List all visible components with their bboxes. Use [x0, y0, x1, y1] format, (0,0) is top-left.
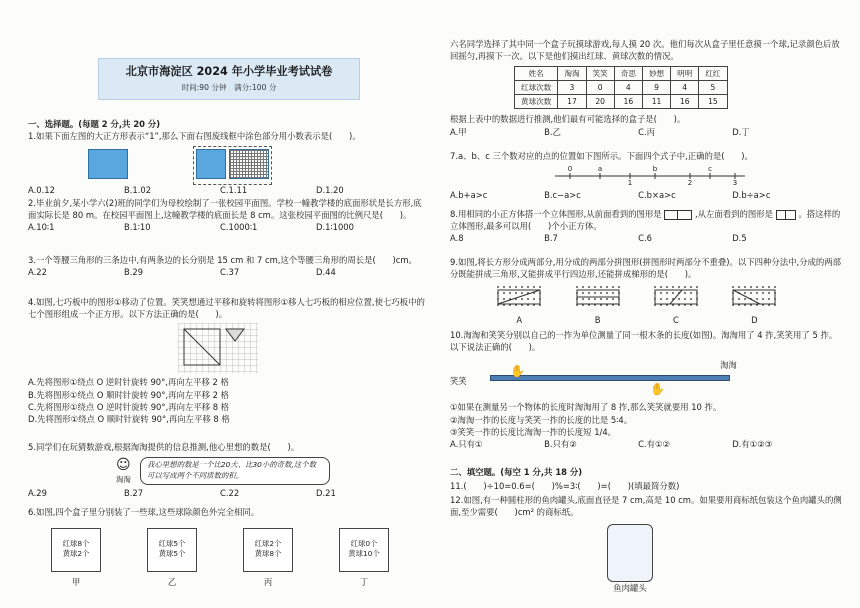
tick-c: c [708, 165, 712, 174]
q5-figure [116, 455, 428, 485]
exam-title: 北京市海淀区 2024 年小学毕业考试试卷 [125, 65, 333, 78]
hundredths-grid-figure [229, 149, 269, 179]
question-6 [28, 506, 428, 588]
q3-text: 3.一个等腰三角形的三条边中,有两条边的长分别是 15 cm 和 7 cm,这个等腰三角形的周长是( )cm。 [28, 255, 417, 265]
box-ding: 红球0个 黄球10个 丁 [329, 528, 399, 588]
statement-2: ②淘淘一拃的长度与笑笑一拃的长度的比是 5∶4。 [450, 414, 633, 425]
label-xiaoxiao: 笑笑 [450, 376, 467, 387]
question-7 [450, 150, 842, 202]
q1-option-d[interactable]: D.1.20 [316, 185, 344, 196]
question-4 [28, 296, 428, 425]
q6-cont-text: 六名同学选择了其中同一个盒子玩摸球游戏,每人摸 20 次。他们每次从盒子里任意摸一个球,记录颜色后放回摇匀,再摸下一次。以下是他们摸出红球、黄球次数的情况。 [450, 39, 840, 62]
q1-figures [88, 146, 428, 182]
q7-option-b[interactable]: B.c−a>c [544, 190, 581, 201]
question-3 [28, 254, 428, 278]
q10-options [450, 438, 826, 450]
q2-text: 2.毕业前夕,某小学六(2)班的同学们为母校绘制了一张校园平面图。学校一幢教学楼的底面形状是长方形,底面实际长是 80 m。在校园平面图上,这幢教学楼的底面长是 8 cm。这张校园平面图的比例尺是( )。 [28, 198, 422, 221]
q7-options [450, 189, 826, 201]
split-option-d[interactable]: D [730, 284, 778, 325]
split-option-b[interactable]: B [574, 284, 622, 325]
dashed-frame [193, 146, 272, 185]
q8-option-a[interactable]: A.8 [450, 233, 464, 244]
q8-option-b[interactable]: B.7 [544, 233, 558, 244]
q4-text: 4.如图,七巧板中的图形①移动了位置。笑笑想通过平移和旋转将图形①移人七巧板的相应位置,使七巧板中的七个图形组成一个正方形。以下方法正确的是( )。 [28, 297, 425, 320]
statement-1: ①如果在测量另一个物体的长度时淘淘用了 8 拃,那么笑笑就要用 10 拃。 [450, 402, 722, 413]
q10-option-a[interactable]: A.只有① [450, 438, 483, 449]
statement-3: ③笑笑一拃的长度比淘淘一拃的长度短 1/4。 [450, 426, 617, 437]
q10-option-c[interactable]: C.有①② [638, 438, 671, 449]
q6-option-a[interactable]: A.甲 [450, 126, 467, 137]
q5-options [28, 487, 412, 499]
q3-option-d[interactable]: D.44 [316, 267, 336, 278]
q7-option-a[interactable]: A.b+a>c [450, 190, 488, 201]
question-11: 11.( )÷10=0.6=( )%=3∶( )=( )(填最简分数) [450, 481, 680, 491]
section-2-title: 二、填空题。(每空 1 分,共 18 分) [450, 467, 583, 477]
ball-boxes [28, 528, 412, 588]
q8-options [450, 232, 826, 244]
section-1-title: 一、选择题。(每题 2 分,共 20 分) [28, 119, 161, 129]
can-icon [607, 524, 653, 582]
tick-3: 3 [732, 179, 738, 187]
question-2 [28, 197, 428, 234]
q1-option-c[interactable]: C.1.11 [220, 185, 248, 196]
q9-text: 9.如图,将长方形分成两部分,用分成的两部分拼图形(拼图形时两部分不重叠)。以下四种分法中,分成的两部分既能拼成三角形,又能拼成平行四边形,还能拼成梯形的是( )。 [450, 257, 842, 280]
q7-option-d[interactable]: D.b÷a>c [732, 190, 771, 201]
title-box [98, 58, 360, 100]
full-square-figure [196, 149, 226, 179]
q9-figures [480, 284, 794, 325]
q1-text: 1.如果下面左图的大正方形表示“1”,那么下面右图废线框中涂色部分用小数表示是( )。 [28, 131, 361, 141]
q12-text: 12.如图,有一种圆柱形的鱼肉罐头,底面直径是 7 cm,高是 10 cm。如果要用商标纸包装这个鱼肉罐头的侧面,至少需要( )cm² 的商标纸。 [450, 495, 842, 518]
q3-option-a[interactable]: A.22 [28, 267, 47, 278]
q6-option-d[interactable]: D.丁 [732, 126, 750, 137]
question-5 [28, 441, 428, 499]
speaker-name: 淘淘 [116, 475, 131, 485]
q4-option-a[interactable]: A.先将图形①绕点 O 逆时针旋转 90°,再向左平移 2 格 [28, 377, 229, 388]
right-column [450, 0, 842, 608]
front-view-icon [664, 210, 678, 220]
q8-text: 8.用相同的小正方体搭一个立体图形,从前面看到的图形是 ,从左面看到的图形是 。搭这样的立体图形,最多可以用( )个小正方体。 [450, 209, 841, 232]
table-header-row: 姓名 淘淘 笑笑 奇思 妙想 明明 红红 [515, 67, 728, 81]
question-10 [450, 329, 842, 450]
q5-option-b[interactable]: B.27 [124, 488, 144, 499]
q8-option-c[interactable]: C.6 [638, 233, 652, 244]
q10-text: 10.淘淘和笑笑分别以自己的一拃为单位测量了同一根木条的长度(如图)。淘淘用了 4 拃,笑笑用了 5 拃。以下说法正确的( )。 [450, 330, 838, 353]
q2-options [28, 221, 412, 233]
person-icon: ☺ [116, 457, 131, 474]
q6-option-c[interactable]: C.丙 [638, 126, 656, 137]
q3-options [28, 266, 412, 278]
q4-option-c[interactable]: C.先将图形①绕点 O 逆时针旋转 90°,再向左平移 8 格 [28, 401, 230, 412]
q5-option-d[interactable]: D.21 [316, 488, 336, 499]
q5-text: 5.同学们在玩猜数游戏,根据淘淘提供的信息推测,他心里想的数是( )。 [28, 442, 300, 452]
q10-option-d[interactable]: D.有①②③ [732, 438, 773, 449]
question-1 [28, 130, 428, 196]
speech-bubble: 我心里想的数是一个比20大、比30小的奇数,这个数可以写成两个不同质数的积。 [140, 457, 330, 484]
question-8 [450, 208, 842, 245]
q5-option-c[interactable]: C.22 [220, 488, 240, 499]
tick-0: 0 [567, 165, 573, 174]
question-6-continued [450, 38, 842, 138]
tick-2: 2 [687, 179, 693, 187]
q5-option-a[interactable]: A.29 [28, 488, 47, 499]
q2-option-b[interactable]: B.1∶10 [124, 222, 151, 233]
split-option-a[interactable]: A [495, 284, 543, 325]
box-bing: 红球2个 黄球8个 丙 [233, 528, 303, 588]
left-view-icon [776, 210, 786, 220]
question-9 [450, 256, 842, 326]
q3-option-b[interactable]: B.29 [124, 267, 144, 278]
q8-option-d[interactable]: D.5 [732, 233, 747, 244]
q2-option-d[interactable]: D.1∶1000 [316, 222, 354, 233]
hand-icon: ✋ [650, 382, 665, 397]
q1-option-b[interactable]: B.1.02 [124, 185, 152, 196]
q7-text: 7.a、b、c 三个数对应的点的位置如下图所示。下面四个式子中,正确的是( )。 [450, 151, 753, 161]
box-yi: 红球5个 黄球5个 乙 [137, 528, 207, 588]
q7-option-c[interactable]: C.b×a>c [638, 190, 676, 201]
q1-options [28, 184, 412, 196]
q4-option-b[interactable]: B.先将图形①绕点 O 顺时针旋转 90°,再向左平移 2 格 [28, 389, 230, 400]
left-column [28, 0, 428, 608]
q3-option-c[interactable]: C.37 [220, 267, 240, 278]
tick-b: b [652, 165, 658, 174]
table-row: 黄球次数 17 20 16 11 16 15 [515, 95, 728, 109]
can-figure [600, 524, 660, 594]
wood-stick [490, 375, 730, 381]
q6-options [450, 126, 826, 138]
q2-option-c[interactable]: C.1000∶1 [220, 222, 258, 233]
q10-option-b[interactable]: B.只有② [544, 438, 577, 449]
q4-option-d[interactable]: D.先将图形①绕点 O 顺时针旋转 90°,再向左平移 8 格 [28, 413, 230, 424]
q6-option-b[interactable]: B.乙 [544, 126, 561, 137]
unit-square-figure [88, 149, 128, 179]
question-12 [450, 494, 842, 595]
tangram-figure [178, 323, 428, 373]
q2-option-a[interactable]: A.10∶1 [28, 222, 55, 233]
hand-icon: ✋ [510, 364, 525, 379]
table-row: 红球次数 3 0 4 9 4 5 [515, 81, 728, 95]
exam-subtitle: 时间:90 分钟 满分:100 分 [181, 83, 277, 93]
tangram-grid-svg [178, 323, 258, 373]
tick-1: 1 [627, 179, 633, 187]
number-line [550, 162, 750, 186]
measure-figure [450, 355, 842, 399]
q6-question: 根据上表中的数据进行推测,他们最有可能选择的盒子是( )。 [450, 114, 686, 125]
fraction-value: 1/4 [594, 426, 608, 437]
ball-stats-table [514, 66, 728, 109]
label-taotao: 淘淘 [720, 360, 737, 371]
split-option-c[interactable]: C [652, 284, 700, 325]
can-caption: 鱼肉罐头 [613, 583, 647, 594]
box-jia: 红球8个 黄球2个 甲 [41, 528, 111, 588]
q1-option-a[interactable]: A.0.12 [28, 185, 55, 196]
tick-a: a [597, 165, 603, 174]
q6-text: 6.如图,四个盒子里分别装了一些球,这些球除颜色外完全相同。 [28, 507, 260, 517]
